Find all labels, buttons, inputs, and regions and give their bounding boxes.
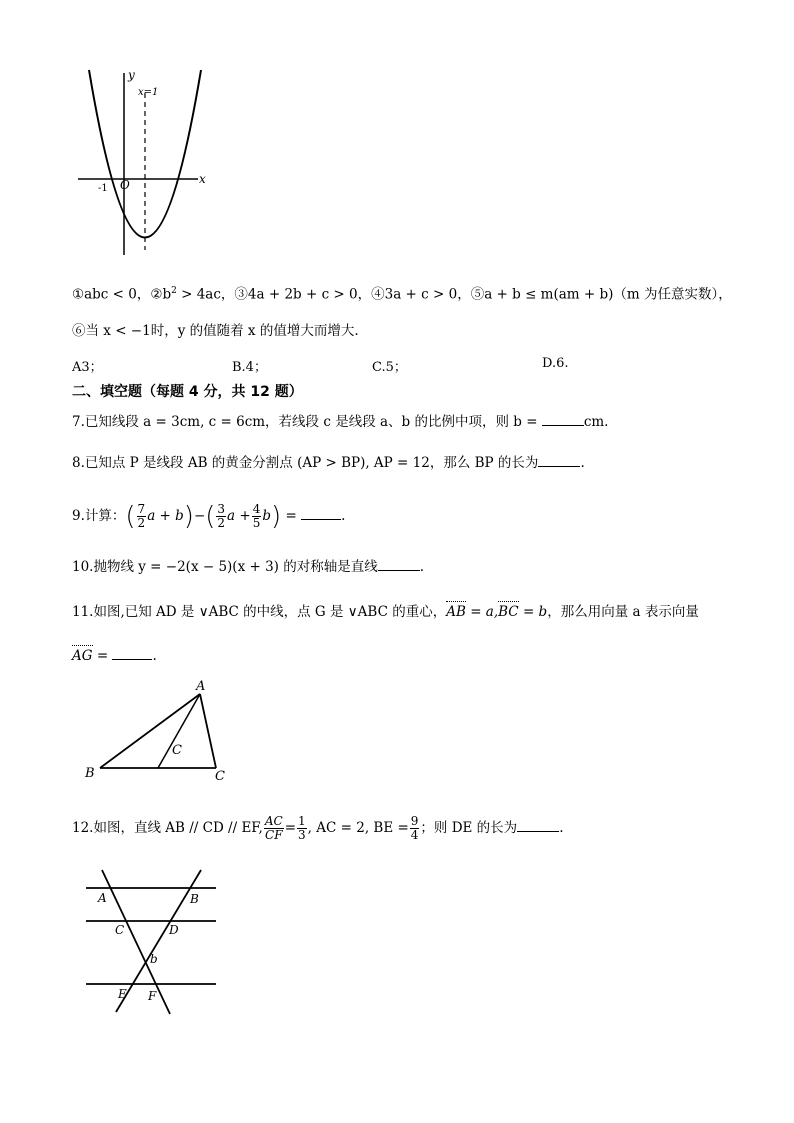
statement-6: ⑥当 x < −1时，y 的值随着 x 的值增大而增大. (72, 323, 359, 339)
q10-end: . (419, 559, 425, 575)
question-8 (72, 454, 585, 472)
q11-text-1: 11.如图,已知 AD 是 ∨ABC 的中线，点 G 是 ∨ABC 的重心， (72, 604, 447, 620)
question-11-line-2 (72, 647, 157, 665)
q11-vector-ag: AG (72, 648, 93, 664)
question-11-line-1 (72, 603, 699, 621)
neg-one-label: -1 (98, 183, 108, 194)
q7-answer-blank[interactable] (542, 413, 584, 426)
q12-end: . (559, 820, 564, 836)
q11-eq-1: = a, (470, 604, 499, 620)
statements-line-2 (72, 322, 359, 340)
q12-fraction-9-4: $\frac{9}{4}$ (410, 814, 419, 842)
q11-end: . (152, 648, 157, 664)
statement-5: ⑤a + b ≤ m(am + b)（m 为任意实数）， (470, 286, 732, 303)
q9-end: . (341, 508, 346, 524)
vertex-b-label: B (85, 766, 95, 781)
statements-line-1 (72, 282, 732, 304)
q12-prefix: 12.如图，直线 AB // CD // EF, (72, 820, 263, 836)
vertex-a-label: A (196, 679, 206, 694)
transversal-af (102, 870, 170, 1014)
question-12 (72, 808, 563, 848)
q9-term-1: a + b (147, 508, 184, 524)
q11-eq-3: = (96, 648, 109, 664)
q9-prefix: 9.计算： (72, 508, 126, 524)
q9-term-2: a + (227, 508, 251, 524)
q7-text: 7.已知线段 a = 3cm, c = 6cm，若线段 c 是线段 a、b 的比例中项，则 b = (72, 414, 538, 430)
q11-eq-2: = b (522, 604, 548, 620)
q12-mid: , AC = 2, BE = (307, 820, 409, 836)
question-10 (72, 558, 424, 576)
label-f: F (148, 989, 157, 1003)
centroid-label: C (172, 743, 182, 758)
y-axis-label: y (128, 68, 135, 82)
q11-vector-ab: AB (446, 604, 466, 620)
statement-2-post: > 4ac， (176, 286, 235, 303)
section-title: 二、填空题（每题 4 分，共 12 题） (72, 384, 303, 400)
q9-term-3: b (262, 508, 271, 524)
q11-text-2: ，那么用向量 a 表示向量 (547, 604, 699, 620)
q9-fraction-2: $\frac{3}{2}$ (217, 502, 226, 530)
origin-label: O (120, 178, 130, 192)
vertex-c-label: C (215, 769, 225, 784)
parabola-figure (70, 65, 220, 260)
q9-fraction-1: $\frac{7}{2}$ (137, 502, 146, 530)
label-a: A (98, 891, 107, 905)
q7-unit: cm. (583, 414, 609, 430)
q10-answer-blank[interactable] (378, 558, 420, 571)
q10-text: 10.抛物线 y = −2(x − 5)(x + 3) 的对称轴是直线 (72, 559, 378, 575)
label-e: E (118, 987, 127, 1001)
triangle-figure (78, 676, 238, 786)
symmetry-axis-label: x=1 (138, 87, 159, 98)
side-ab (100, 694, 200, 768)
option-d: D.6. (542, 356, 569, 371)
statement-3: ③4a + 2b + c > 0， (234, 286, 372, 303)
q11-vector-bc: BC (498, 604, 519, 620)
question-9: 9.计算：( $\frac{7}{2}$ a + b)−( $\frac{3}{2}$ a + $\frac{4}{5}$ b) = . (72, 501, 346, 532)
question-7 (72, 413, 608, 431)
q8-text: 8.已知点 P 是线段 AB 的黄金分割点 (AP > BP), AP = 12，那么 BP 的长为 (72, 455, 539, 471)
q12-fraction-ac-cf: $\frac{AC}{CF}$ (264, 814, 283, 842)
q12-answer-blank[interactable] (517, 819, 559, 832)
side-ac (200, 694, 216, 768)
q11-answer-blank[interactable] (112, 647, 152, 660)
statement-4: ④3a + c > 0， (371, 286, 471, 303)
q12-suffix: ；则 DE 的长为 (420, 820, 518, 836)
q8-answer-blank[interactable] (538, 454, 580, 467)
statement-1: ①abc < 0， (72, 286, 151, 303)
x-axis-label: x (199, 172, 206, 186)
parallel-lines-figure (80, 868, 230, 1020)
q9-minus: − (193, 508, 206, 524)
label-d: D (169, 923, 179, 937)
q12-fraction-1-3: $\frac{1}{3}$ (298, 814, 306, 842)
label-b: B (190, 892, 199, 906)
option-c: C.5； (372, 360, 407, 375)
option-a: A3； (72, 360, 103, 375)
label-c: C (115, 923, 125, 937)
option-b: B.4； (232, 360, 267, 375)
q9-equals: = (285, 508, 297, 524)
q12-equals: = (284, 820, 297, 836)
q9-answer-blank[interactable] (301, 507, 341, 520)
statement-2-exponent: 2 (171, 286, 177, 296)
label-o: b (150, 952, 158, 966)
q9-fraction-3: $\frac{4}{5}$ (252, 502, 261, 530)
statement-2-pre: ②b (150, 286, 172, 303)
q8-end: . (580, 455, 585, 471)
